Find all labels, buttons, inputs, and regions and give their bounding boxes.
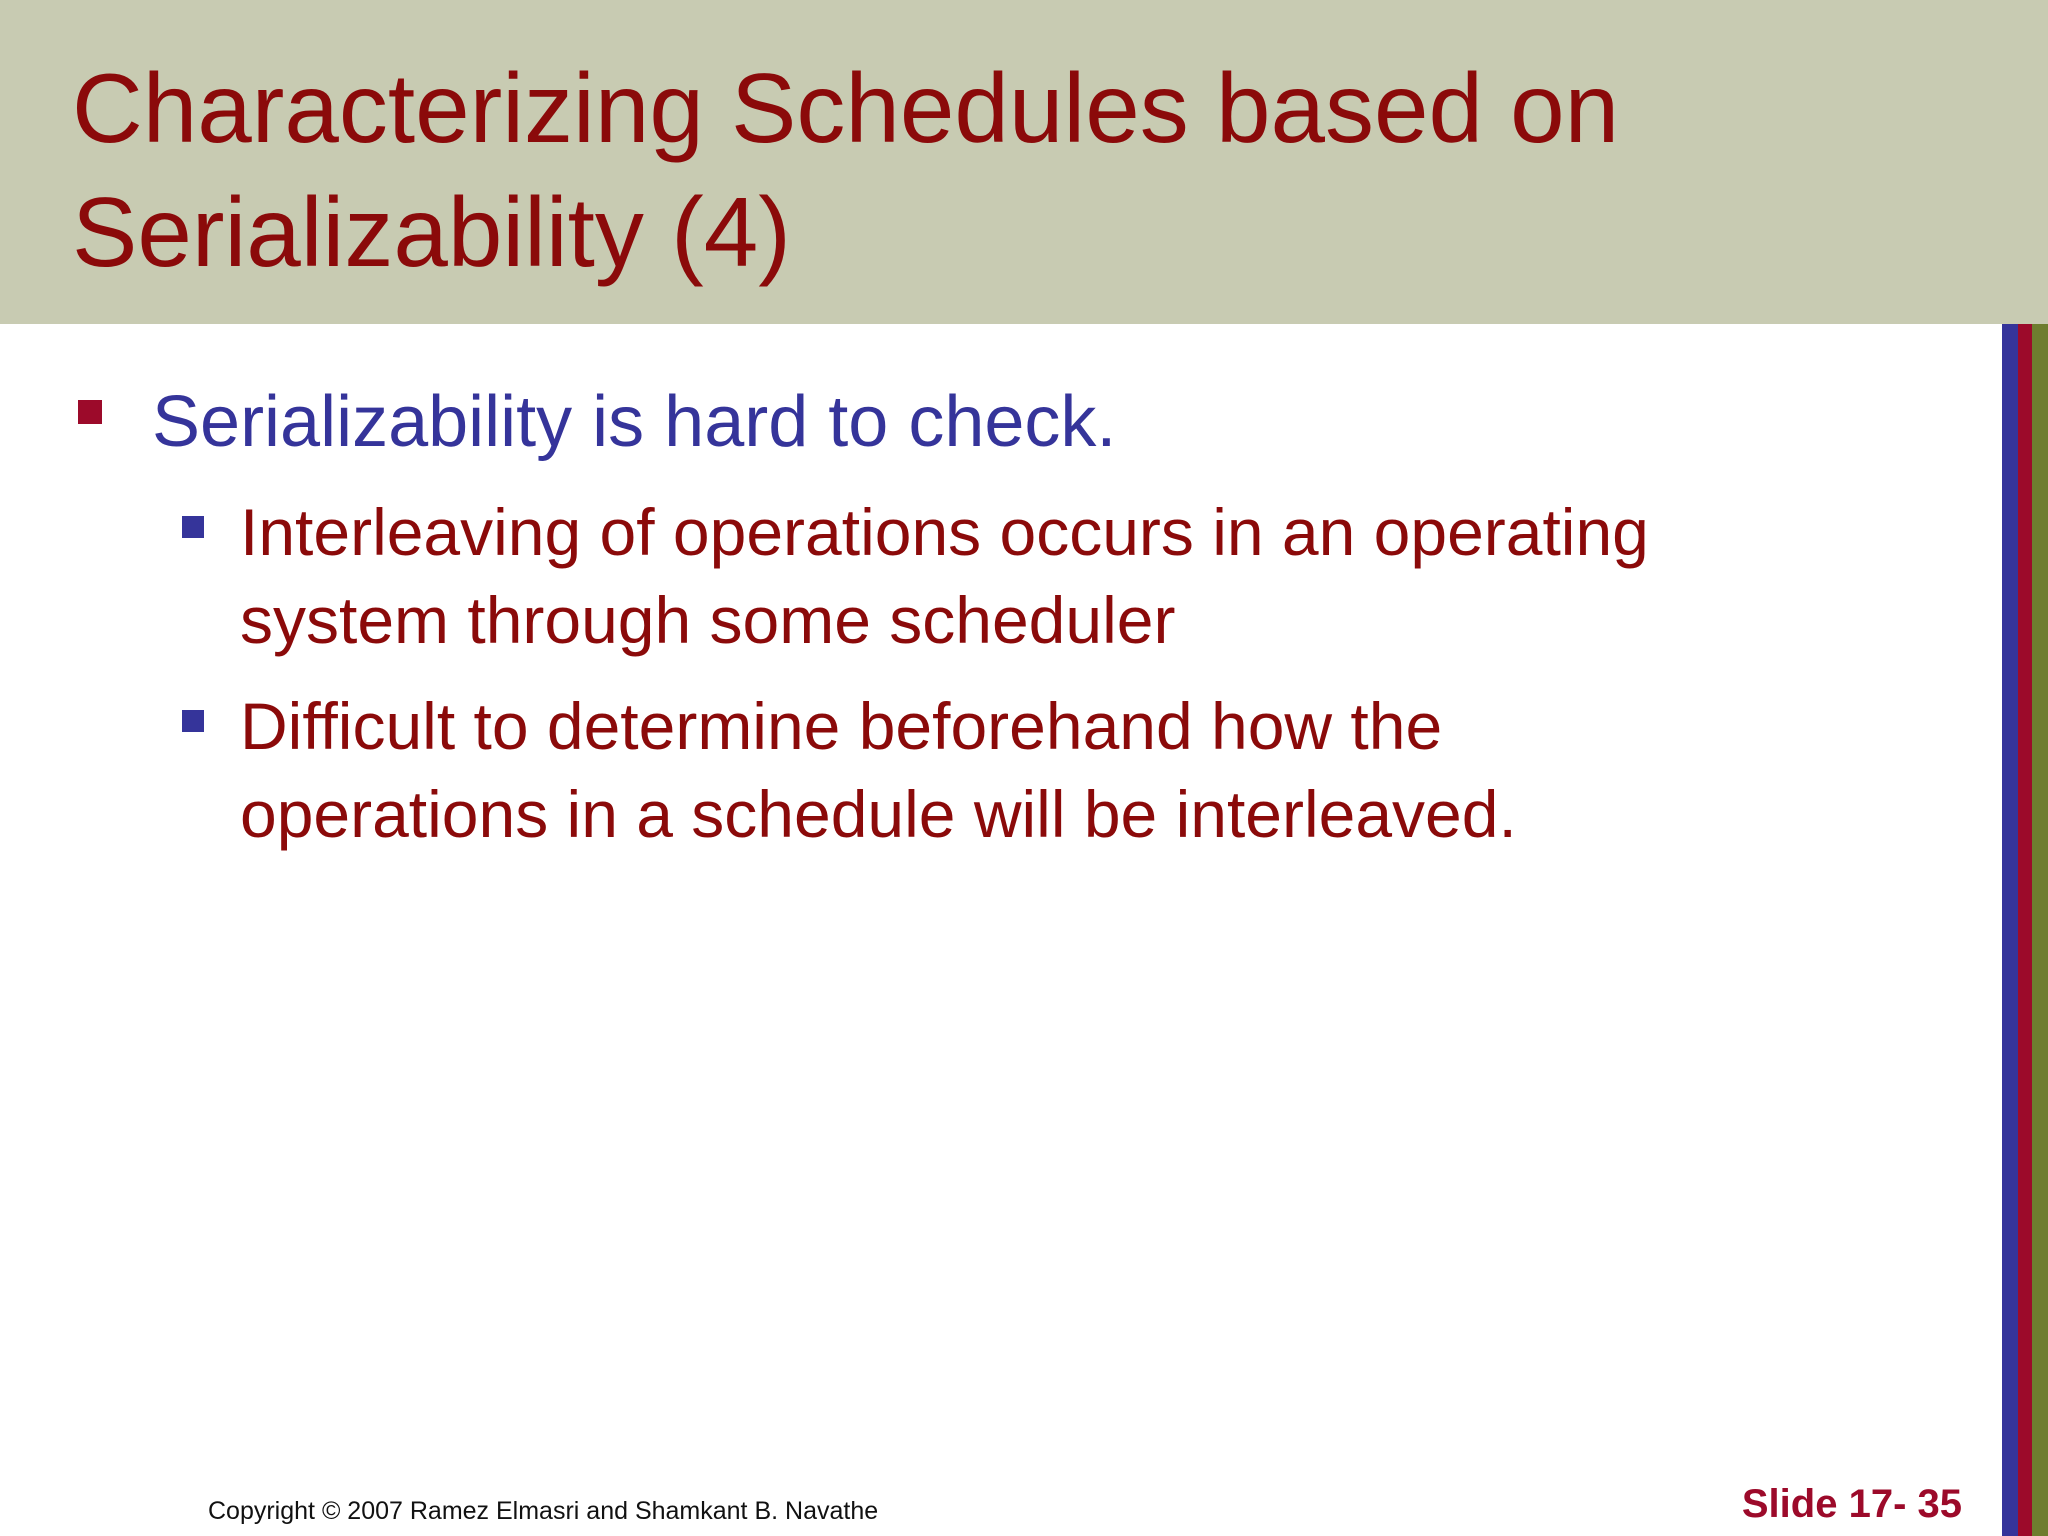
side-stripe-red (2018, 324, 2032, 1536)
sub-bullet-1-line-1: Interleaving of operations occurs in an operating (240, 495, 1649, 569)
sub-bullet-1-line-2: system through some scheduler (240, 583, 1176, 657)
side-stripe-green (2032, 324, 2048, 1536)
square-bullet-icon (182, 516, 204, 538)
slide-title (72, 46, 1972, 294)
slide-title-line-1: Characterizing Schedules based on (72, 53, 1620, 163)
sub-bullet-2-line-2: operations in a schedule will be interleaved. (240, 777, 1517, 851)
copyright-notice: Copyright © 2007 Ramez Elmasri and Shamkant B. Navathe (208, 1497, 879, 1525)
bullet-main: Serializability is hard to check. (152, 382, 1117, 462)
square-bullet-icon (78, 400, 102, 424)
sub-bullet-2-line-1: Difficult to determine beforehand how the (240, 689, 1443, 763)
sub-bullet-2 (240, 682, 1960, 858)
sub-bullet-1 (240, 488, 1960, 664)
slide-title-line-2: Serializability (4) (72, 177, 791, 287)
square-bullet-icon (182, 710, 204, 732)
title-bar (0, 0, 2048, 324)
slide-number: Slide 17- 35 (1741, 1482, 1962, 1526)
side-stripe-blue (2002, 324, 2018, 1536)
